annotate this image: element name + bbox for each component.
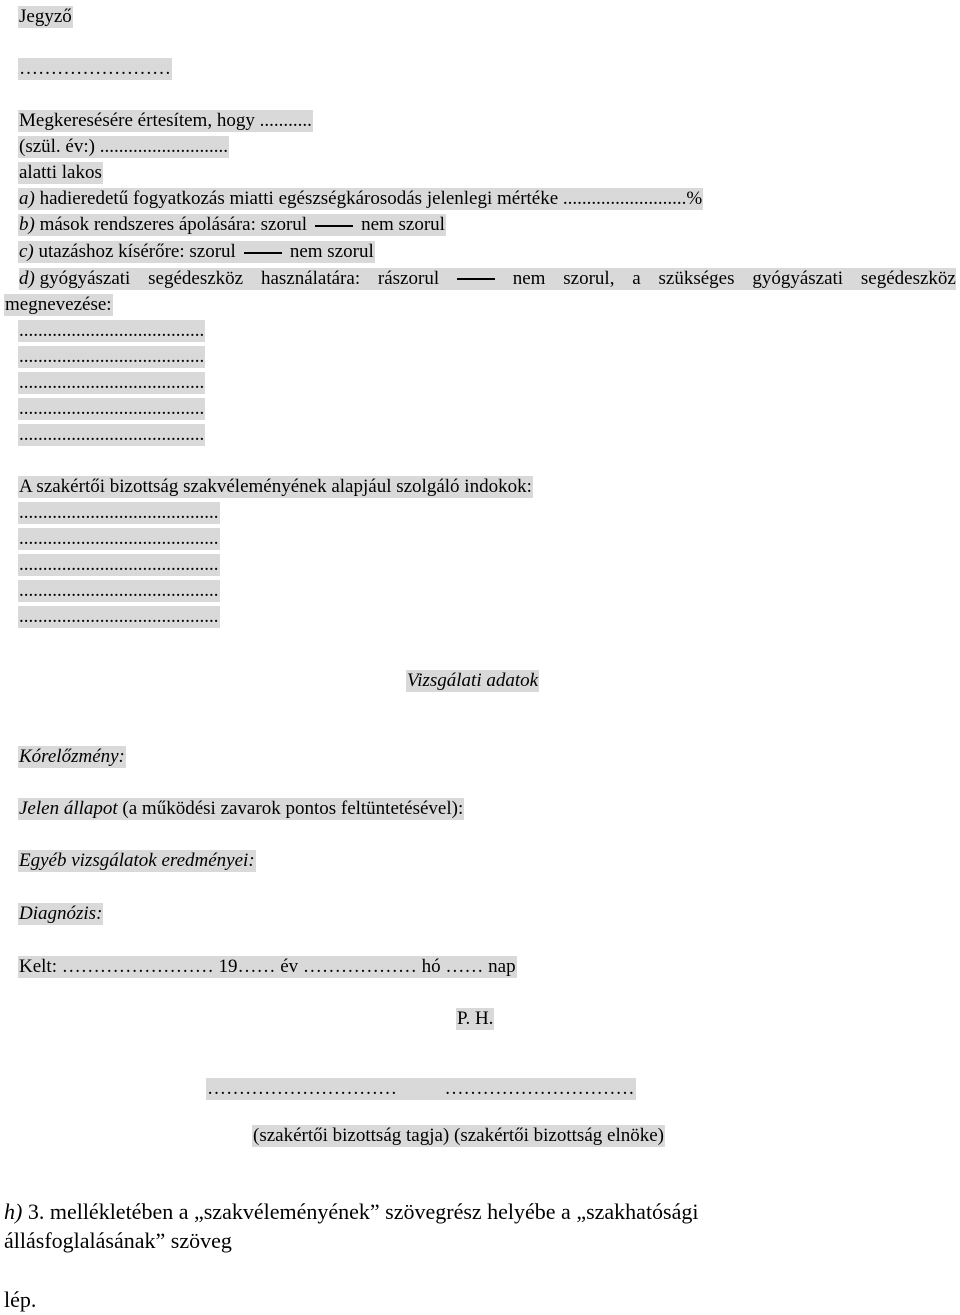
diagnosis-label: Diagnózis: [19,903,103,924]
current-state-italic: Jelen állapot [19,798,118,819]
other-exams-label: Egyéb vizsgálatok eredményei: [19,850,255,871]
amendment-end: lép. [4,1287,37,1312]
device-line: ....................................... [19,320,205,341]
item-c-text-2: nem szorul [289,241,374,262]
intro-line-2: (szül. év:) ........................... [19,136,228,157]
addressee-title: Jegyző [19,6,72,27]
item-d-word: rászorul [377,268,440,289]
amendment-prefix: h) [4,1199,23,1224]
item-b-prefix: b) [19,214,35,235]
item-b-text-1: mások rendszeres ápolására: szorul [34,214,308,235]
reasons-line: .......................................... [19,528,219,549]
item-c [18,241,375,263]
date-line: Kelt: …………………… 19…… év ……………… hó …… nap [19,956,516,977]
dash-separator [315,225,353,227]
item-a-prefix: a) [19,188,35,209]
item-d-line [19,268,956,290]
item-b-text-2: nem szorul [361,214,445,235]
device-line: ....................................... [19,424,205,445]
item-c-prefix: c) [19,241,34,262]
reasons-line: .......................................... [19,554,219,575]
amendment-line-2: állásfoglalásának” szöveg [4,1228,232,1253]
current-state-rest: (a működési zavarok pontos feltüntetésével): [117,798,464,819]
item-a-text: hadieredetű fogyatkozás miatti egészségkárosodás jelenlegi mértéke ..........................% [34,188,703,209]
amendment-text-1: 3. mellékletében a „szakvéleményének” szövegrész helyébe a „szakhatósági [22,1199,699,1224]
item-a [18,188,703,210]
stamp-label: P. H. [457,1008,494,1029]
reasons-line: .......................................... [19,580,219,601]
dash-separator [457,278,495,280]
current-state-label [18,798,464,820]
item-b [18,214,446,236]
item-d-word: gyógyászati [39,268,131,289]
item-d-word: segédeszköz [148,268,244,289]
addressee-dots: …………………… [19,58,171,79]
dash-separator [244,252,282,254]
item-d-prefix: d) [19,268,35,289]
exam-heading: Vizsgálati adatok [407,670,539,691]
signature-roles: (szakértői bizottság tagja) (szakértői bizottság elnöke) [253,1125,664,1146]
item-c-text-1: utazáshoz kísérőre: szorul [33,241,236,262]
reasons-line: .......................................... [19,606,219,627]
item-d-word: a [632,268,641,289]
item-d-word: szorul, [563,268,615,289]
signature-dots: ………………………… ………………………… [207,1078,635,1099]
item-d-word: használatára: [260,268,361,289]
item-d-word: gyógyászati [752,268,844,289]
item-d-continuation: megnevezése: [5,294,112,315]
history-label: Kórelőzmény: [19,746,125,767]
intro-line-1: Megkeresésére értesítem, hogy ........... [19,110,312,131]
item-d-word: nem [512,268,546,289]
device-line: ....................................... [19,346,205,367]
reasons-label: A szakértői bizottság szakvéleményének alapjául szolgáló indokok: [19,476,532,497]
reasons-line: .......................................... [19,502,219,523]
item-d-word: szükséges [658,268,735,289]
amendment-line-1 [4,1199,699,1225]
intro-line-3: alatti lakos [19,162,102,183]
device-line: ....................................... [19,398,205,419]
device-line: ....................................... [19,372,205,393]
item-d-word: segédeszköz [860,268,956,289]
